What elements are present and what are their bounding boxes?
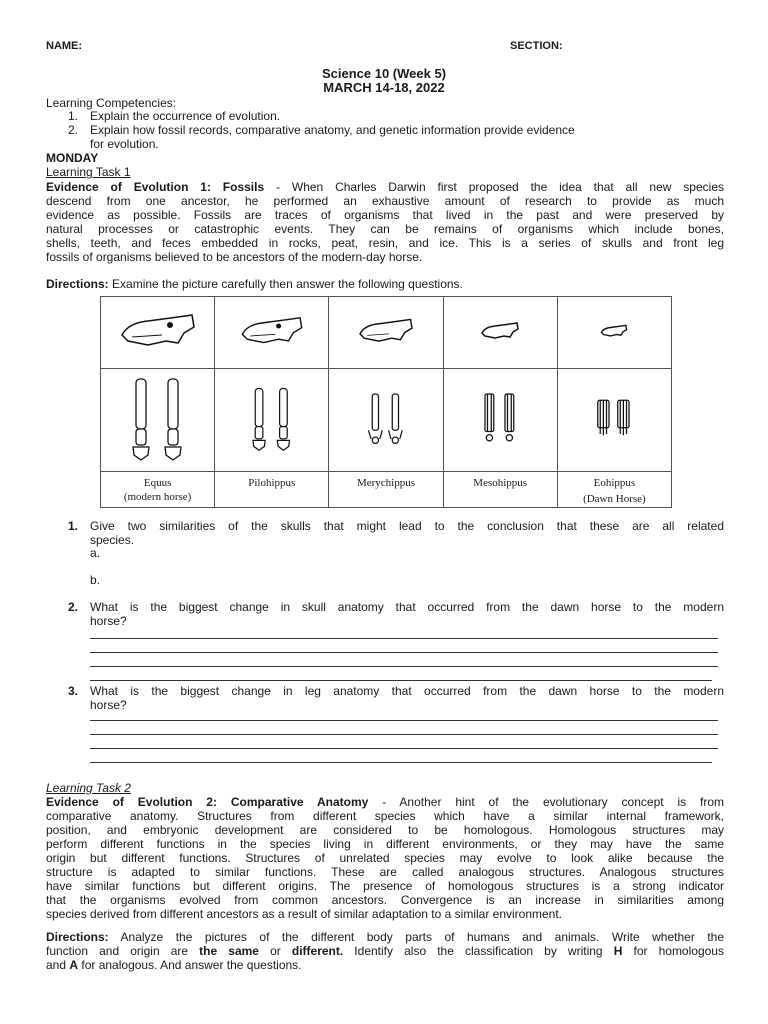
leg-cell bbox=[443, 369, 557, 472]
species-label: Merychippus bbox=[329, 472, 443, 508]
task2-para-line: species derived from different ancestors as a result of similar adaptation to a similar environment. bbox=[46, 907, 563, 921]
skull-icon bbox=[239, 316, 305, 346]
leg-bones-icon bbox=[247, 387, 297, 451]
directions2-line: and A for analogous. And answer the questions. bbox=[46, 958, 302, 972]
competencies-label: Learning Competencies: bbox=[46, 96, 177, 110]
competency-item-cont: for evolution. bbox=[90, 137, 159, 151]
question-text: Give two similarities of the skulls that might lead to the conclusion that these are all related bbox=[90, 519, 724, 533]
task1-para-line: descend from one ancestor, he performed an exhaustive amount of research to provide as much bbox=[46, 194, 724, 208]
task2-para-line: perform different functions in the species living in different environments, or they may have the same bbox=[46, 837, 724, 851]
task2-para-line: structure is adapted to similar functions. These are called analogous structures. Analogous structures bbox=[46, 865, 724, 879]
question-number: 3. bbox=[68, 684, 79, 698]
skull-icon bbox=[480, 321, 520, 341]
question-text: What is the biggest change in skull anatomy that occurred from the dawn horse to the modern bbox=[90, 600, 724, 614]
leg-bones-icon bbox=[366, 392, 406, 446]
answer-line[interactable] bbox=[90, 720, 718, 721]
species-label: Pilohippus bbox=[215, 472, 329, 508]
leg-cell bbox=[329, 369, 443, 472]
task2-para-line: position, and embryonic development are considered to be homologous. Homologous structures may bbox=[46, 823, 724, 837]
task1-para-line: natural processes or catastrophic events. They can be remains of organisms which include bones, bbox=[46, 222, 724, 236]
task2-para-line: have similar functions but different origins. The presence of homologous structures is a strong indicator bbox=[46, 879, 724, 893]
answer-line[interactable] bbox=[90, 762, 712, 763]
horse-evolution-figure bbox=[100, 296, 672, 508]
task1-para-line: Evidence of Evolution 1: Fossils - When Charles Darwin first proposed the idea that all new species bbox=[46, 180, 724, 194]
skull-cell bbox=[101, 297, 215, 369]
task2-lead: Evidence of Evolution 2: Comparative Anatomy bbox=[46, 795, 369, 809]
leg-bones-icon bbox=[594, 399, 634, 439]
competency-item: 1. Explain the occurrence of evolution. bbox=[68, 109, 281, 123]
answer-a-label: a. bbox=[90, 546, 101, 560]
task2-para-line: Evidence of Evolution 2: Comparative Anatomy - Another hint of the evolutionary concept is from bbox=[46, 795, 724, 809]
leg-cell bbox=[215, 369, 329, 472]
question-text: species. bbox=[90, 533, 135, 547]
directions2-line: function and origin are the same or different. Identify also the classification by writing H for homologous bbox=[46, 944, 724, 958]
task1-para-line: evidence as possible. Fossils are traces of organisms that lived in the past and were preserved by bbox=[46, 208, 724, 222]
answer-line[interactable] bbox=[90, 666, 718, 667]
answer-line[interactable] bbox=[90, 652, 718, 653]
answer-line[interactable] bbox=[90, 638, 718, 639]
species-label: Equus (modern horse) bbox=[101, 472, 215, 508]
skull-icon bbox=[357, 318, 415, 344]
skull-cell bbox=[215, 297, 329, 369]
skull-cell bbox=[557, 297, 671, 369]
question-number: 1. bbox=[68, 519, 79, 533]
species-label: Eohippus (Dawn Horse) bbox=[557, 472, 671, 508]
directions1: Directions: Examine the picture carefully then answer the following questions. bbox=[46, 277, 463, 291]
skull-icon bbox=[118, 313, 198, 349]
skull-icon bbox=[600, 324, 628, 338]
answer-b-label: b. bbox=[90, 573, 101, 587]
question-text: horse? bbox=[90, 614, 127, 628]
question-text: What is the biggest change in leg anatomy that occurred from the dawn horse to the modern bbox=[90, 684, 724, 698]
leg-cell bbox=[101, 369, 215, 472]
question-number: 2. bbox=[68, 600, 79, 614]
skull-cell bbox=[443, 297, 557, 369]
species-label: Mesohippus bbox=[443, 472, 557, 508]
answer-line[interactable] bbox=[90, 734, 718, 735]
skull-cell bbox=[329, 297, 443, 369]
section-label: SECTION: bbox=[510, 40, 563, 52]
answer-line[interactable] bbox=[90, 680, 712, 681]
task2-para-line: that the organisms evolved from common ancestors. Convergence is an increase in similarities among bbox=[46, 893, 724, 907]
answer-line[interactable] bbox=[90, 748, 718, 749]
task2-para-line: comparative anatomy. Structures from different species which have a similar internal framework, bbox=[46, 809, 724, 823]
task1-label: Learning Task 1 bbox=[46, 165, 131, 179]
leg-bones-icon bbox=[480, 391, 520, 447]
task1-lead: Evidence of Evolution 1: Fossils bbox=[46, 180, 265, 194]
page-title: Science 10 (Week 5) bbox=[321, 66, 447, 81]
page-date: MARCH 14-18, 2022 bbox=[323, 80, 445, 95]
task2-label: Learning Task 2 bbox=[46, 781, 131, 795]
task1-para-line: shells, teeth, and feces embedded in rocks, peat, resin, and ice. This is a series of skulls and front leg bbox=[46, 236, 724, 250]
day-heading: MONDAY bbox=[46, 151, 99, 165]
question-text: horse? bbox=[90, 698, 127, 712]
directions2-line: Directions: Analyze the pictures of the different body parts of humans and animals. Write whether the bbox=[46, 930, 724, 944]
task2-para-line: origin but different functions. Structures of unrelated species may evolve to look alike because the bbox=[46, 851, 724, 865]
leg-cell bbox=[557, 369, 671, 472]
task1-para-line: fossils of organisms believed to be ancestors of the modern-day horse. bbox=[46, 250, 423, 264]
leg-bones-icon bbox=[126, 377, 190, 461]
name-label: NAME: bbox=[46, 40, 83, 52]
competency-item: 2. Explain how fossil records, comparative anatomy, and genetic information provide evidence bbox=[68, 123, 575, 137]
